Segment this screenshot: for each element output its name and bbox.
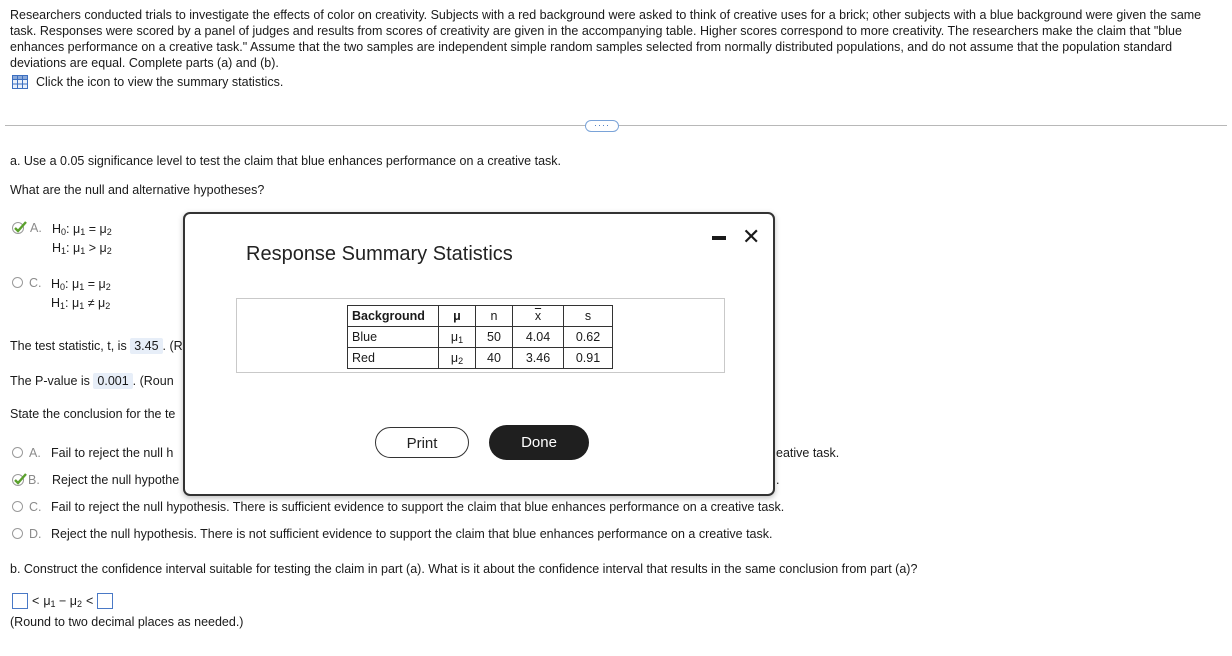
statistics-table <box>347 305 613 369</box>
hypotheses-question: What are the null and alternative hypotheses? <box>10 183 265 197</box>
done-button[interactable]: Done <box>489 425 589 460</box>
dialog-title: Response Summary Statistics <box>246 243 513 265</box>
ci-lower-bound-input[interactable] <box>12 593 28 609</box>
test-statistic-line: The test statistic, t, is 3.45 . (R <box>10 339 183 353</box>
print-button[interactable]: Print <box>375 427 469 458</box>
part-a-prompt: a. Use a 0.05 significance level to test the claim that blue enhances performance on a creative task. <box>10 154 562 168</box>
conclusion-option-d[interactable] <box>12 527 772 541</box>
expand-ellipsis-button[interactable]: ···· <box>585 120 619 132</box>
summary-stats-link-text[interactable]: Click the icon to view the summary statistics. <box>36 75 284 89</box>
p-value-line: The P-value is 0.001 . (Roun <box>10 374 174 388</box>
radio-button[interactable] <box>12 501 23 512</box>
col-header-s: s <box>564 306 613 327</box>
conclusion-text-d: Reject the null hypothesis. There is not sufficient evidence to support the claim that blue enhances performance on a creative task. <box>51 527 773 541</box>
hypothesis-set-c: $H_0$: $\mu_1 = \mu_2$ $H_1$: $\mu_1 \ne \mu_2$ <box>51 277 111 311</box>
option-letter: D. <box>29 527 42 541</box>
option-letter: C. <box>29 276 42 290</box>
table-grid-icon[interactable] <box>12 75 28 89</box>
correct-check-icon <box>12 473 26 487</box>
table-row: Blue $\mu_1$ 50 4.04 0.62 <box>348 327 613 348</box>
conclusion-prompt: State the conclusion for the te <box>10 407 176 421</box>
part-b-prompt: b. Construct the confidence interval suitable for testing the claim in part (a). What is it about the confidence interval that results in the same conclusion from part (a)? <box>10 562 918 576</box>
rounding-note: (Round to two decimal places as needed.) <box>10 615 244 629</box>
summary-stats-link[interactable] <box>12 75 283 89</box>
conclusion-text-b-tail: . <box>776 473 780 487</box>
option-letter: C. <box>29 500 42 514</box>
confidence-interval-input: < $\mu_1 - \mu_2$ < <box>12 593 113 609</box>
col-header-mu: μ <box>439 306 476 327</box>
conclusion-option-c[interactable] <box>12 500 784 514</box>
minimize-icon[interactable] <box>712 236 726 240</box>
conclusion-text-c: Fail to reject the null hypothesis. There is sufficient evidence to support the claim that blue enhances performance on a creative task. <box>51 500 785 514</box>
conclusion-option-b[interactable] <box>12 473 179 487</box>
option-letter: A. <box>29 446 41 460</box>
radio-button[interactable] <box>12 447 23 458</box>
statistics-table-frame <box>236 298 725 373</box>
option-letter: A. <box>30 221 42 235</box>
hypothesis-option-c[interactable] <box>12 276 111 314</box>
conclusion-text-a-tail: eative task. <box>776 446 840 460</box>
hypothesis-option-a[interactable] <box>12 221 112 259</box>
col-header-n: n <box>476 306 513 327</box>
conclusion-option-a[interactable] <box>12 446 173 460</box>
conclusion-text-b: Reject the null hypothe <box>52 473 180 487</box>
col-header-background: Background <box>348 306 439 327</box>
p-value-answer[interactable]: 0.001 <box>93 373 132 389</box>
close-icon[interactable]: ✕ <box>742 224 761 249</box>
hypothesis-set-a: $H_0$: $\mu_1 = \mu_2$ $H_1$: $\mu_1 > \mu_2$ <box>52 222 112 256</box>
problem-statement: Researchers conducted trials to investigate the effects of color on creativity. Subjects with a red background were asked to think of creative uses for a brick; other subjects with a blue background were given the same task. Responses were scored by a panel of judges and results from scores of creativity are given in the accompanying table. Higher scores correspond to more creativity. The researchers make the claim that "blue enhances performance on a creative task." Assume that the two samples are independent simple random samples selected from normally distributed populations, and do not assume that the population standard deviations are equal. Complete parts (a) and (b). <box>10 8 1202 70</box>
test-statistic-answer[interactable]: 3.45 <box>130 338 162 354</box>
summary-statistics-dialog <box>183 212 775 496</box>
ci-upper-bound-input[interactable] <box>97 593 113 609</box>
conclusion-text-a: Fail to reject the null h <box>51 446 174 460</box>
table-row: Red $\mu_2$ 40 3.46 0.91 <box>348 348 613 369</box>
col-header-x: $\overline{x}$ <box>513 306 564 327</box>
correct-check-icon <box>12 221 28 235</box>
radio-button[interactable] <box>12 277 23 288</box>
radio-button[interactable] <box>12 528 23 539</box>
option-letter: B. <box>28 473 40 487</box>
